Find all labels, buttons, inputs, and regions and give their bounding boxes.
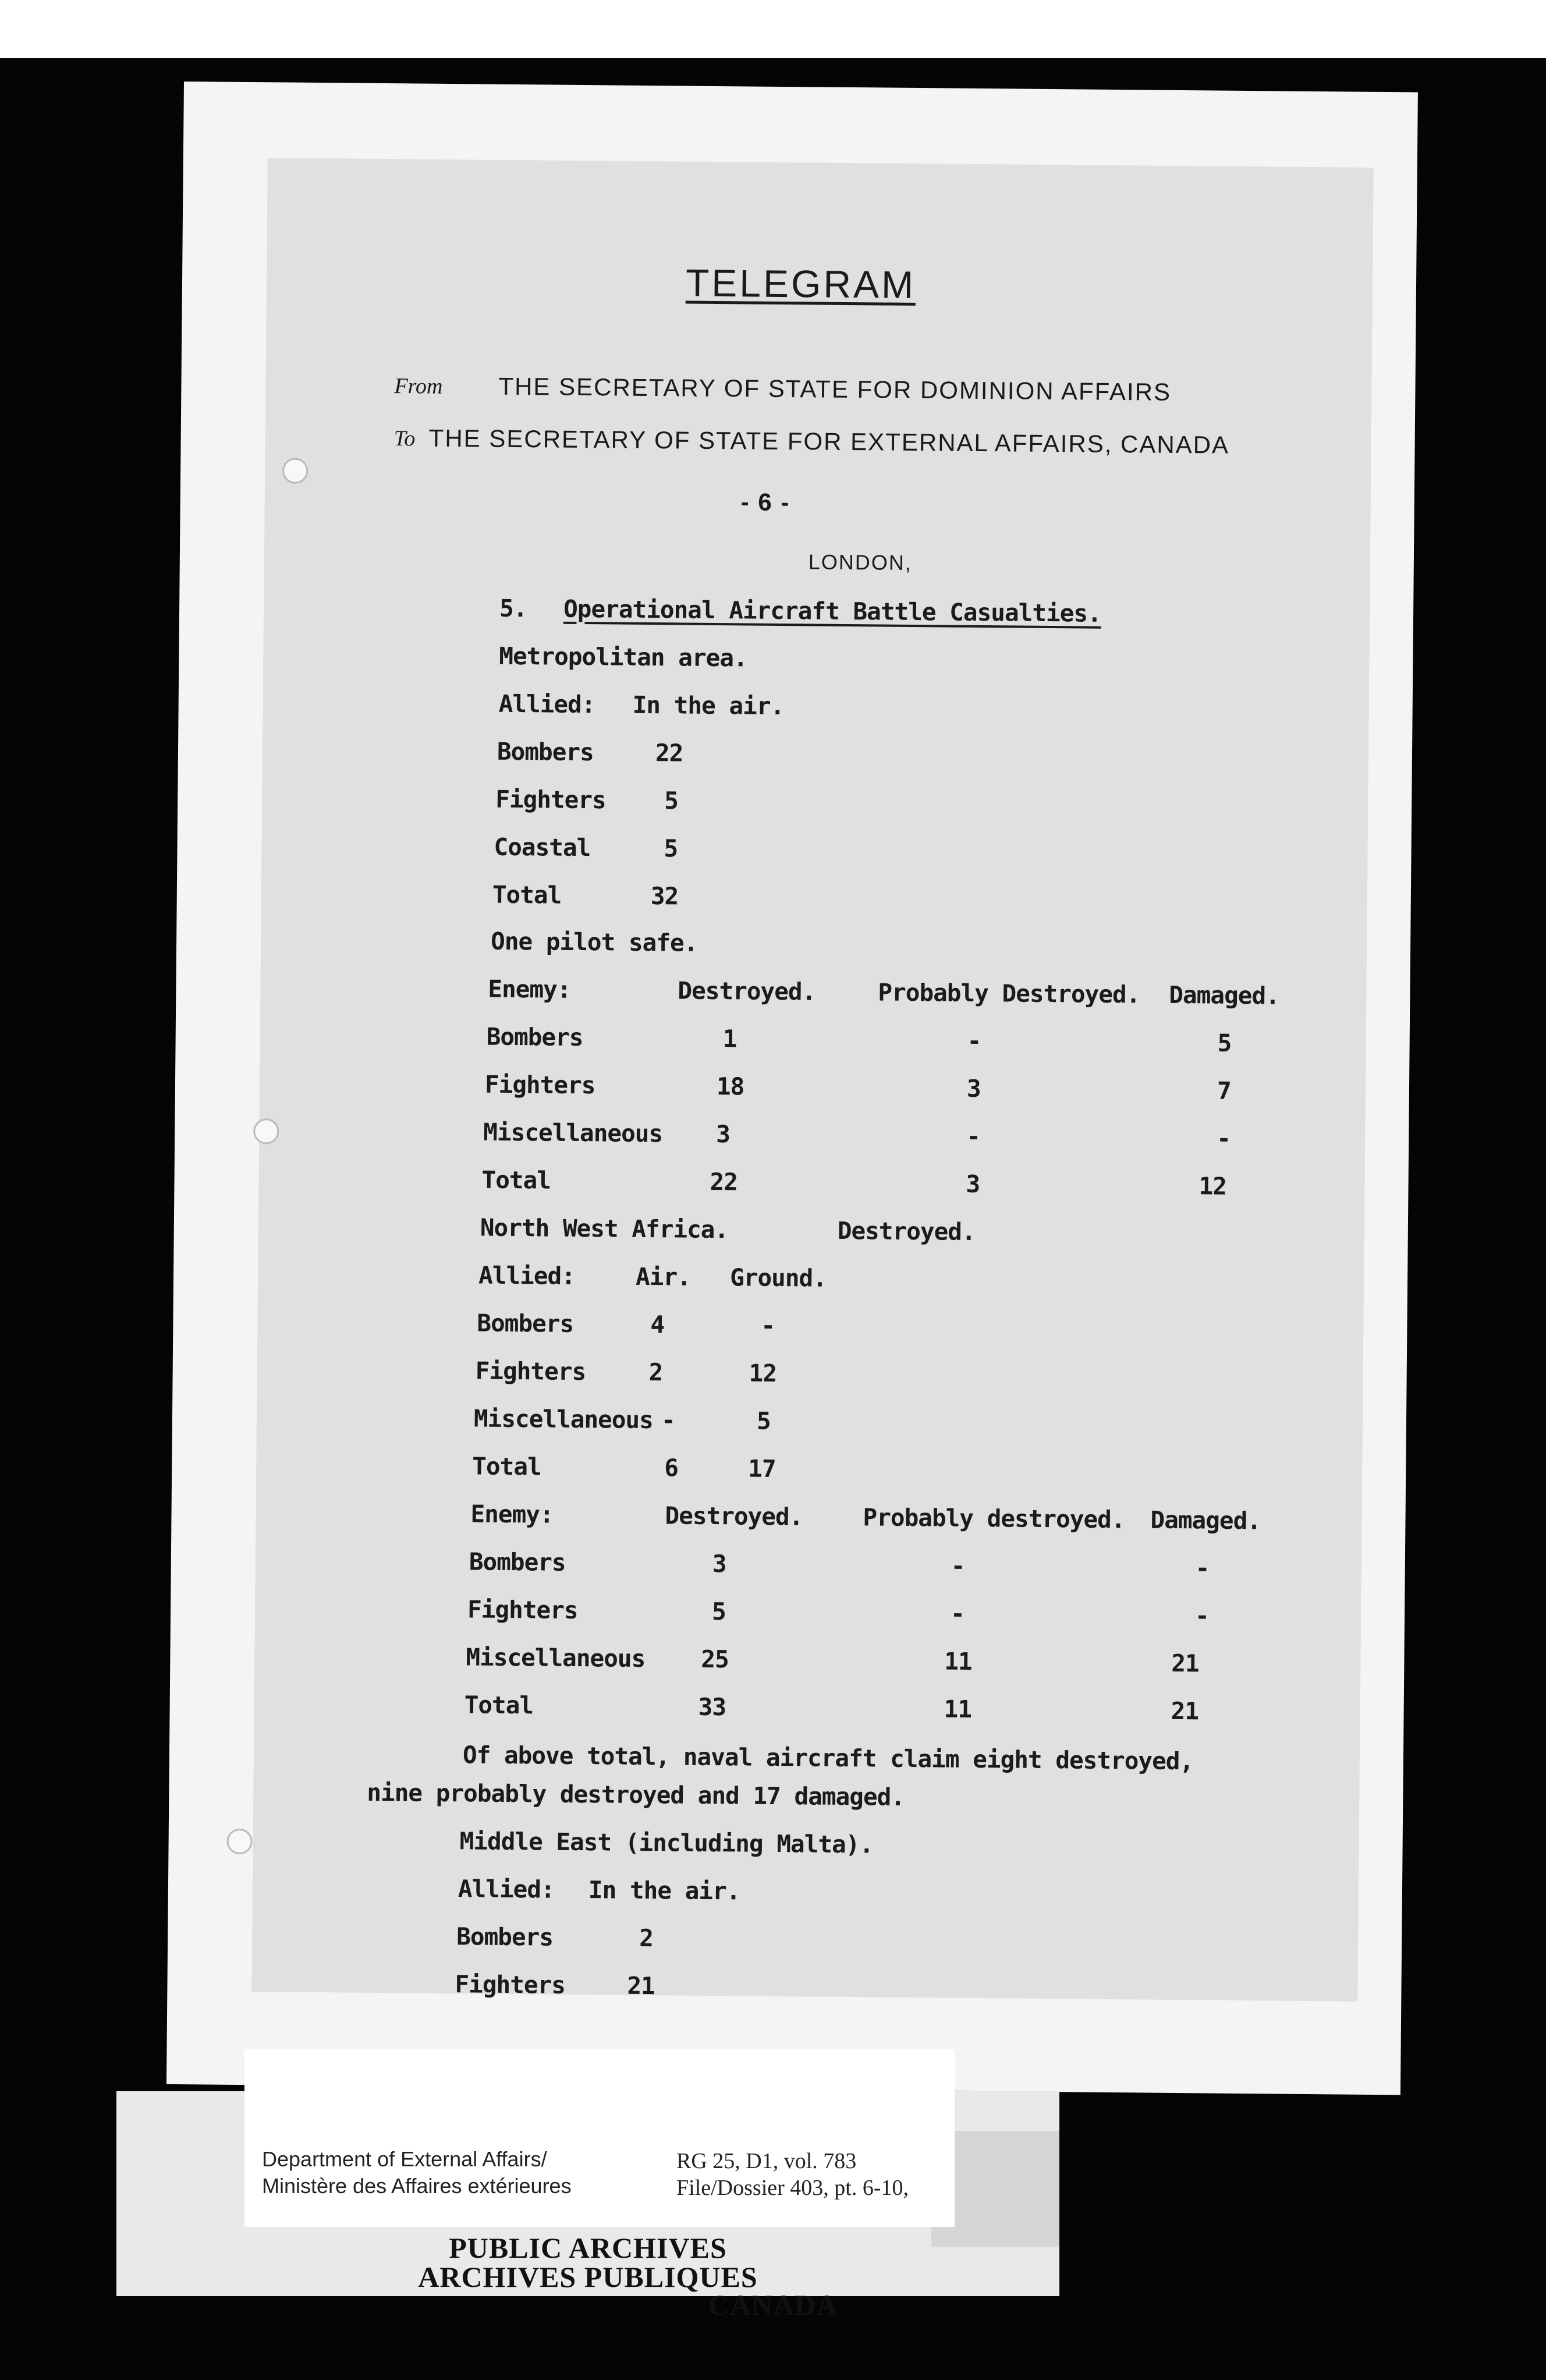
nwa-enemy-row-probable: 11 bbox=[944, 1695, 972, 1723]
nwa-allied-row-ground: 17 bbox=[748, 1454, 776, 1483]
metro-enemy-row-destroyed: 18 bbox=[716, 1072, 744, 1101]
punch-hole-middle bbox=[253, 1118, 279, 1144]
dept-line1: Department of External Affairs/ bbox=[262, 2147, 547, 2171]
from-label: From bbox=[394, 374, 443, 399]
metro-enemy-row-label: Bombers bbox=[486, 1022, 583, 1052]
archive-stamp-line2: ARCHIVES PUBLIQUES bbox=[418, 2261, 758, 2293]
nwa-enemy-row-label: Fighters bbox=[467, 1595, 578, 1625]
me-allied-row-value: 21 bbox=[627, 1971, 655, 2000]
punch-hole-top bbox=[282, 458, 308, 484]
nwa-enemy-row-damaged: 21 bbox=[1171, 1697, 1199, 1726]
nwa-enemy-row-damaged: - bbox=[1195, 1554, 1210, 1582]
metro-allied-sub: In the air. bbox=[632, 690, 785, 721]
metro-allied-row-value: 22 bbox=[655, 739, 683, 767]
metro-allied-row-value: 5 bbox=[664, 834, 678, 863]
to-label: To bbox=[393, 426, 416, 451]
archive-reference-card bbox=[244, 2049, 955, 2227]
nwa-allied-row-label: Fighters bbox=[475, 1357, 586, 1386]
me-allied-row-label: Fighters bbox=[455, 1970, 566, 1999]
nwa-allied-row-ground: 5 bbox=[756, 1407, 771, 1435]
ref-line2: File/Dossier 403, pt. 6-10, bbox=[676, 2176, 909, 2200]
metro-allied-row-label: Coastal bbox=[494, 833, 591, 862]
nwa-enemy-row-probable: - bbox=[950, 1599, 965, 1628]
section-heading: Operational Aircraft Battle Casualties. bbox=[563, 594, 1101, 628]
nwa-allied-col-ground: Ground. bbox=[729, 1263, 827, 1292]
metro-enemy-row-label: Total bbox=[481, 1166, 551, 1195]
metropolitan-area-heading: Metropolitan area. bbox=[499, 642, 747, 672]
place-name: LONDON, bbox=[808, 550, 913, 575]
nwa-allied-row-label: Total bbox=[472, 1452, 541, 1481]
metro-enemy-row-destroyed: 1 bbox=[722, 1025, 737, 1053]
nwa-enemy-row-probable: 11 bbox=[944, 1647, 972, 1676]
metro-allied-row-label: Total bbox=[492, 880, 562, 909]
metro-enemy-row-damaged: 12 bbox=[1198, 1172, 1227, 1200]
nwa-enemy-row-destroyed: 25 bbox=[701, 1645, 729, 1674]
nwa-allied-row-ground: 12 bbox=[749, 1359, 777, 1387]
metro-enemy-col-damaged: Damaged. bbox=[1169, 980, 1280, 1010]
nwa-enemy-col-damaged: Damaged. bbox=[1150, 1506, 1261, 1535]
nwa-area-heading: North West Africa. bbox=[480, 1213, 729, 1244]
metro-enemy-col-probable: Probably Destroyed. bbox=[878, 978, 1140, 1009]
nwa-enemy-row-destroyed: 3 bbox=[712, 1550, 726, 1578]
metro-allied-row-label: Bombers bbox=[497, 737, 594, 767]
nwa-enemy-row-label: Total bbox=[464, 1691, 534, 1720]
nwa-enemy-row-label: Miscellaneous bbox=[466, 1643, 646, 1673]
nwa-enemy-col-probable: Probably destroyed. bbox=[863, 1503, 1125, 1534]
nwa-destroyed-label: Destroyed. bbox=[837, 1216, 976, 1246]
archive-stamp-line3: CANADA bbox=[708, 2289, 838, 2321]
metro-allied-row-value: 5 bbox=[664, 787, 679, 815]
nwa-enemy-heading: Enemy: bbox=[470, 1500, 554, 1529]
page-number: - 6 - bbox=[740, 488, 790, 516]
me-allied-sub: In the air. bbox=[588, 1876, 740, 1906]
metro-enemy-row-damaged: - bbox=[1217, 1124, 1231, 1153]
metro-enemy-row-damaged: 7 bbox=[1217, 1076, 1231, 1105]
section-number: 5. bbox=[499, 594, 527, 623]
punch-hole-bottom bbox=[226, 1829, 252, 1854]
nwa-allied-row-label: Bombers bbox=[477, 1309, 574, 1338]
nwa-allied-row-air: 2 bbox=[648, 1358, 663, 1387]
nwa-enemy-row-label: Bombers bbox=[469, 1547, 566, 1577]
nwa-allied-col-air: Air. bbox=[635, 1262, 692, 1291]
middle-east-heading: Middle East (including Malta). bbox=[459, 1827, 874, 1859]
metro-enemy-row-damaged: 5 bbox=[1217, 1029, 1232, 1057]
ref-line1: RG 25, D1, vol. 783 bbox=[676, 2149, 857, 2173]
metro-enemy-row-probable: 3 bbox=[966, 1074, 981, 1103]
me-allied-row-value: 2 bbox=[639, 1924, 654, 1953]
telegram-title: TELEGRAM bbox=[685, 261, 916, 306]
metro-allied-heading: Allied: bbox=[498, 689, 595, 719]
archive-stamp-line1: PUBLIC ARCHIVES bbox=[449, 2232, 727, 2264]
metro-enemy-heading: Enemy: bbox=[488, 975, 571, 1004]
nwa-allied-row-air: - bbox=[661, 1406, 675, 1435]
metro-enemy-row-label: Fighters bbox=[484, 1070, 595, 1100]
nwa-naval-note-line1: Of above total, naval aircraft claim eight destroyed, bbox=[462, 1741, 1194, 1776]
nwa-enemy-col-destroyed: Destroyed. bbox=[665, 1501, 803, 1531]
nwa-enemy-row-damaged: - bbox=[1194, 1602, 1209, 1630]
nwa-enemy-row-destroyed: 33 bbox=[698, 1692, 726, 1722]
nwa-enemy-row-destroyed: 5 bbox=[711, 1598, 726, 1626]
nwa-allied-row-ground: - bbox=[761, 1311, 775, 1340]
telegram-sheet bbox=[166, 82, 1418, 2095]
from-text: THE SECRETARY OF STATE FOR DOMINION AFFAIRS bbox=[498, 372, 1172, 406]
metro-allied-row-value: 32 bbox=[650, 882, 679, 911]
me-allied-row-label: Bombers bbox=[456, 1922, 554, 1952]
metro-enemy-row-label: Miscellaneous bbox=[483, 1118, 663, 1148]
to-text: THE SECRETARY OF STATE FOR EXTERNAL AFFAIRS, CANADA bbox=[428, 424, 1230, 459]
me-allied-heading: Allied: bbox=[458, 1875, 555, 1904]
nwa-allied-row-label: Miscellaneous bbox=[473, 1404, 654, 1435]
metro-enemy-row-probable: 3 bbox=[966, 1170, 980, 1199]
metro-pilot-note: One pilot safe. bbox=[490, 927, 698, 957]
metro-enemy-row-destroyed: 22 bbox=[710, 1167, 738, 1196]
nwa-enemy-row-probable: - bbox=[951, 1552, 965, 1580]
dept-line2: Ministère des Affaires extérieures bbox=[262, 2174, 572, 2198]
metro-enemy-col-destroyed: Destroyed. bbox=[678, 976, 816, 1006]
nwa-enemy-row-damaged: 21 bbox=[1171, 1649, 1199, 1678]
nwa-allied-row-air: 6 bbox=[664, 1454, 679, 1482]
metro-enemy-row-probable: - bbox=[966, 1122, 981, 1151]
metro-enemy-row-destroyed: 3 bbox=[716, 1120, 731, 1149]
nwa-allied-heading: Allied: bbox=[478, 1261, 576, 1290]
metro-enemy-row-probable: - bbox=[967, 1026, 981, 1056]
nwa-naval-note-line2: nine probably destroyed and 17 damaged. bbox=[367, 1778, 905, 1811]
metro-allied-row-label: Fighters bbox=[495, 785, 606, 814]
nwa-allied-row-air: 4 bbox=[650, 1311, 665, 1339]
